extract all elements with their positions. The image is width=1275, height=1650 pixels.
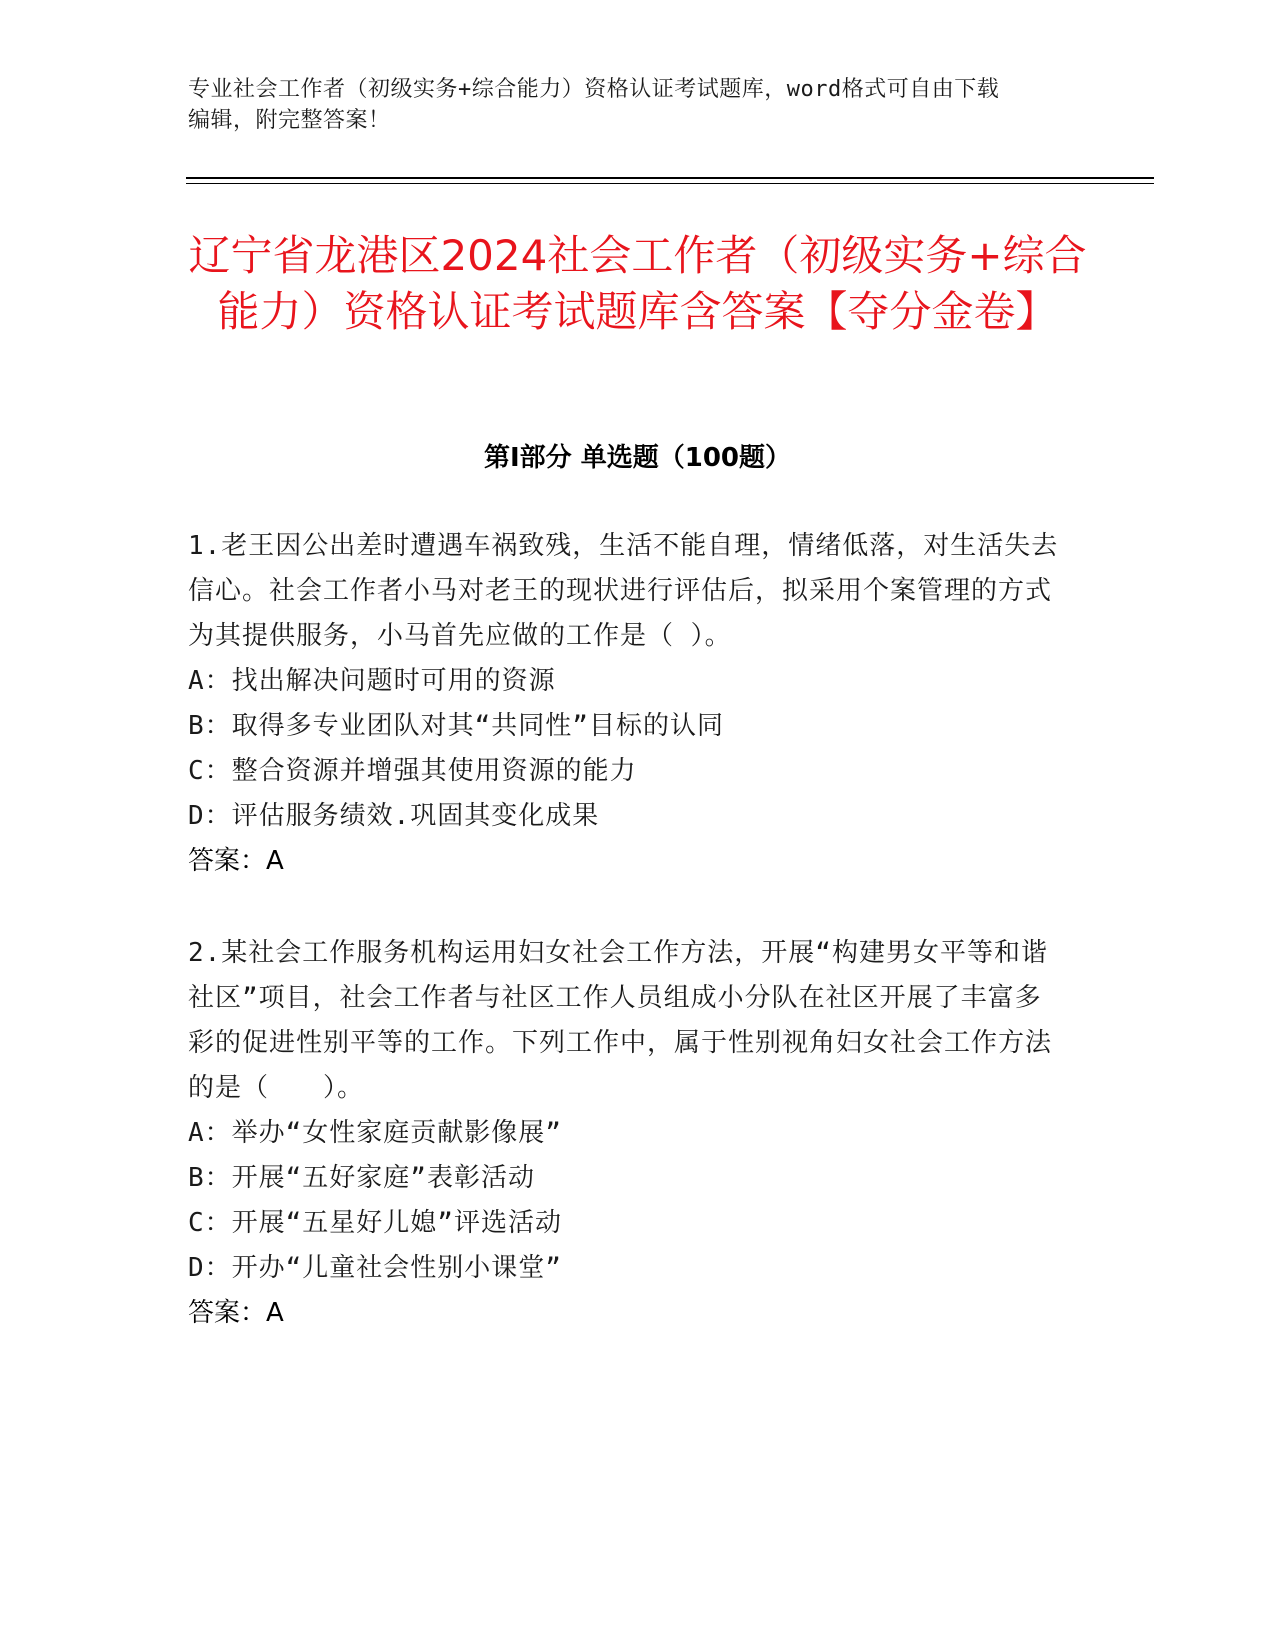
header-note-line-2: 编辑，附完整答案！ bbox=[188, 108, 391, 133]
question-1 bbox=[188, 524, 1068, 884]
option-c: C：整合资源并增强其使用资源的能力 bbox=[188, 756, 637, 786]
question-2 bbox=[188, 931, 1068, 1336]
option-b: B：开展“五好家庭”表彰活动 bbox=[188, 1163, 535, 1193]
question-stem: 1.老王因公出差时遭遇车祸致残，生活不能自理，情绪低落，对生活失去信心。社会工作者小马对老王的现状进行评估后，拟采用个案管理的方式为其提供服务，小马首先应做的工作是（ ）。 bbox=[188, 531, 1059, 651]
header-rule-thick bbox=[186, 177, 1154, 179]
document-title: 辽宁省龙港区2024社会工作者（初级实务+综合能力）资格认证考试题库含答案【夺分金卷】 bbox=[188, 231, 1087, 336]
header-note-line-1: 专业社会工作者（初级实务+综合能力）资格认证考试题库，word格式可自由下载 bbox=[188, 77, 1000, 102]
option-d: D：评估服务绩效.巩固其变化成果 bbox=[188, 801, 600, 831]
option-a: A：举办“女性家庭贡献影像展” bbox=[188, 1118, 562, 1148]
header-rule-thin bbox=[186, 183, 1154, 184]
answer-line: 答案：A bbox=[188, 846, 284, 876]
option-c: C：开展“五星好儿媳”评选活动 bbox=[188, 1208, 562, 1238]
option-d: D：开办“儿童社会性别小课堂” bbox=[188, 1253, 562, 1283]
question-stem: 2.某社会工作服务机构运用妇女社会工作方法，开展“构建男女平等和谐社区”项目，社会工作者与社区工作人员组成小分队在社区开展了丰富多彩的促进性别平等的工作。下列工作中，属于性别视角妇女社会工作方法的是（ ）。 bbox=[188, 938, 1053, 1103]
option-b: B：取得多专业团队对其“共同性”目标的认同 bbox=[188, 711, 724, 741]
header-note bbox=[188, 74, 1088, 136]
section-title: 第Ⅰ部分 单选题（100题） bbox=[484, 443, 791, 473]
answer-line: 答案：A bbox=[188, 1298, 284, 1328]
option-a: A：找出解决问题时可用的资源 bbox=[188, 666, 556, 696]
